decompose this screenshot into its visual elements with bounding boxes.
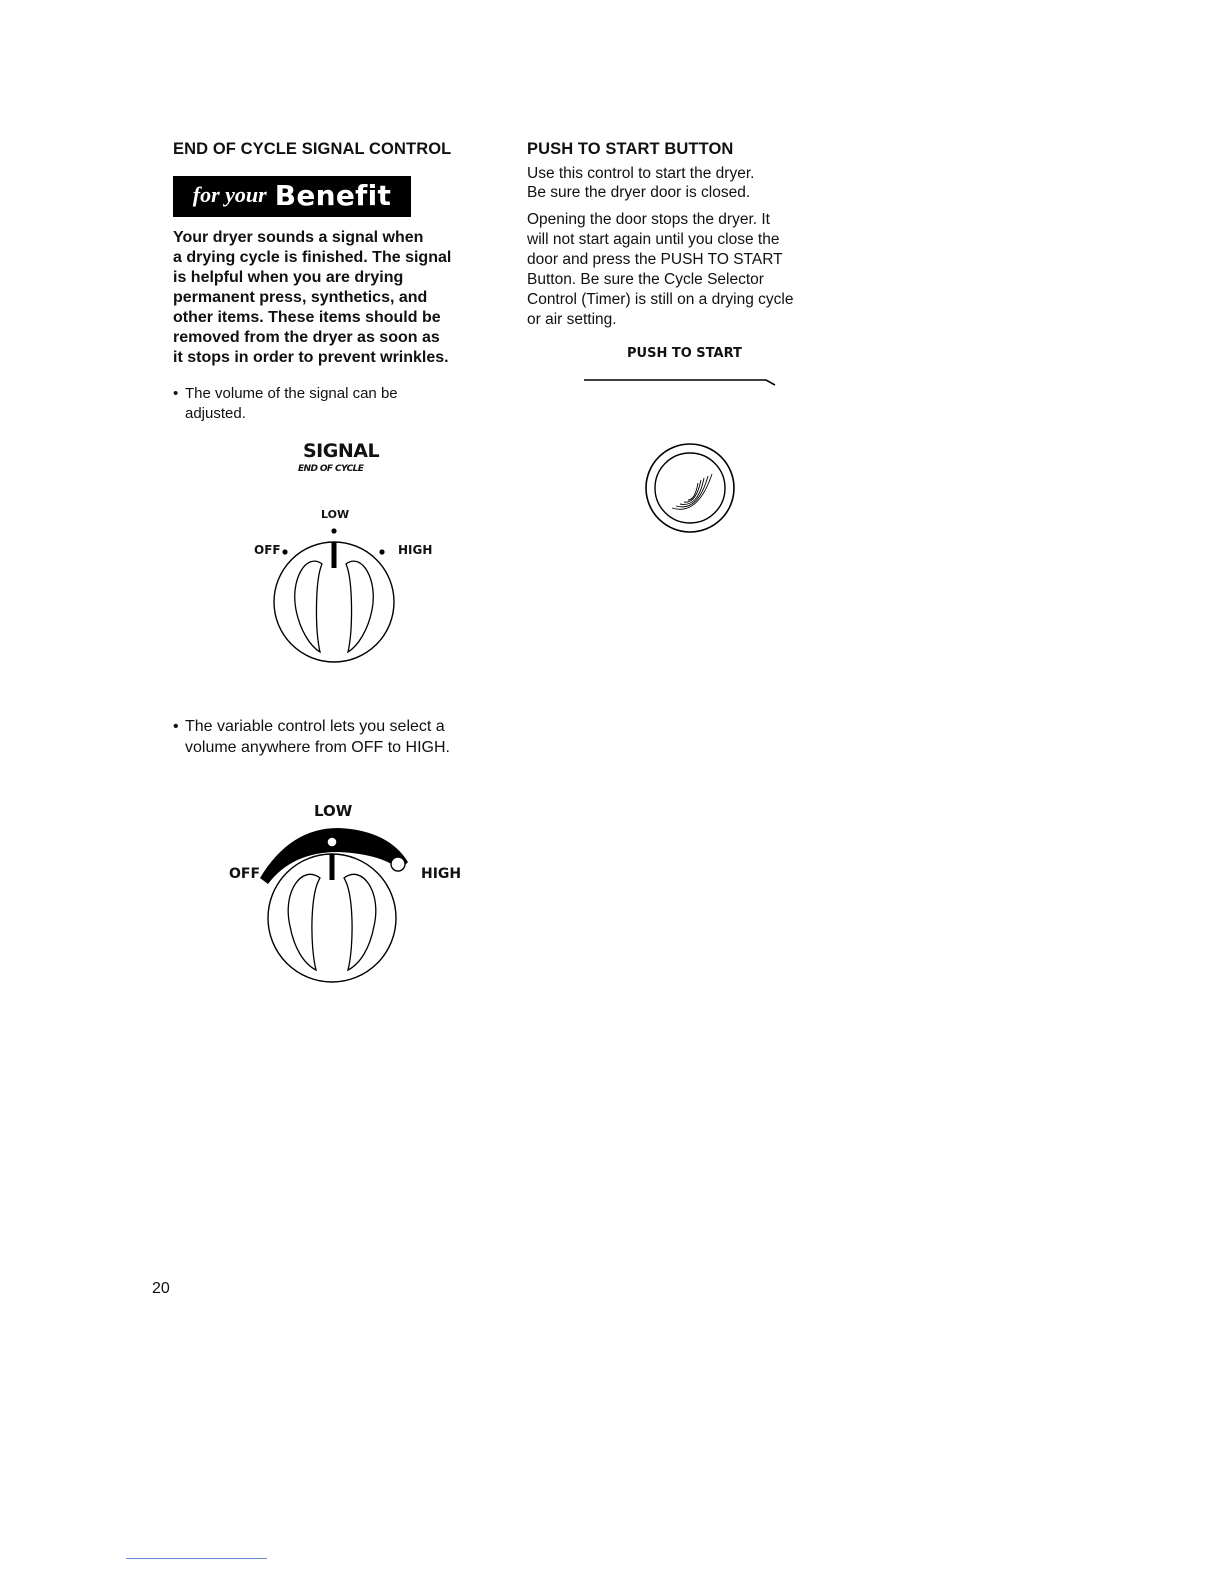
dial1-low-dot: [331, 528, 336, 533]
para-line: Button. Be sure the Cycle Selector: [527, 271, 764, 288]
push-to-start-heading: PUSH TO START BUTTON: [527, 140, 734, 158]
benefit-line: a drying cycle is finished. The signal: [173, 249, 452, 266]
para-line: Control (Timer) is still on a drying cycle: [527, 291, 794, 308]
banner-small-text: for your: [192, 182, 267, 207]
benefit-line: is helpful when you are drying: [173, 269, 404, 286]
benefit-line: permanent press, synthetics, and: [173, 289, 428, 306]
dial1-low-label: LOW: [321, 508, 350, 521]
para-line: will not start again until you close the: [527, 231, 780, 248]
push-intro-paragraph: [527, 164, 754, 202]
dial2-off-label: OFF: [229, 866, 261, 882]
dial1-off-label: OFF: [254, 543, 281, 557]
leader-line: [584, 380, 775, 385]
dial1-high-dot: [379, 549, 384, 554]
dial2-pointer: [330, 854, 335, 880]
dial1-pointer: [332, 542, 337, 568]
dial1-off-dot: [282, 549, 287, 554]
dial2-low-label: LOW: [314, 802, 353, 820]
para-line: or air setting.: [527, 311, 617, 328]
benefit-paragraph: [173, 228, 451, 368]
bullet-line: adjusted.: [185, 405, 246, 422]
page-number: 20: [152, 1280, 170, 1297]
benefit-line: Your dryer sounds a signal when: [173, 229, 424, 246]
para-line: Be sure the dryer door is closed.: [527, 184, 751, 201]
bullet-dot: •: [173, 385, 179, 402]
signal-dial-illustration: [240, 520, 440, 660]
benefit-line: removed from the dryer as soon as: [173, 329, 440, 346]
benefit-line: other items. These items should be: [173, 309, 441, 326]
bullet-line: The volume of the signal can be: [185, 385, 398, 402]
para-line: Opening the door stops the dryer. It: [527, 211, 770, 228]
dial2-high-label: HIGH: [421, 866, 462, 882]
para-line: door and press the PUSH TO START: [527, 251, 783, 268]
volume-adjust-bullet: [173, 384, 398, 424]
push-to-start-illustration: [580, 370, 800, 550]
door-open-paragraph: [527, 210, 793, 330]
dial1-high-label: HIGH: [398, 543, 433, 557]
for-your-benefit-banner: [173, 176, 411, 217]
dial1-subtitle: END OF CYCLE: [298, 464, 364, 474]
dial1-title: SIGNAL: [303, 440, 380, 462]
dial2-high-marker: [391, 857, 405, 871]
banner-big-text: Benefit: [274, 178, 392, 212]
push-button-inner: [655, 453, 725, 523]
footer-rule: [126, 1558, 267, 1559]
para-line: Use this control to start the dryer.: [527, 165, 755, 182]
bullet-line: volume anywhere from OFF to HIGH.: [185, 739, 450, 756]
bullet-line: The variable control lets you select a: [185, 718, 445, 735]
dial2-low-dot: [327, 837, 337, 847]
push-to-start-label: PUSH TO START: [627, 346, 742, 361]
signal-control-heading: END OF CYCLE SIGNAL CONTROL: [173, 140, 452, 158]
variable-control-bullet: [173, 716, 450, 758]
variable-volume-dial-illustration: [230, 820, 430, 990]
benefit-line: it stops in order to prevent wrinkles.: [173, 349, 449, 366]
bullet-dot: •: [173, 718, 179, 735]
